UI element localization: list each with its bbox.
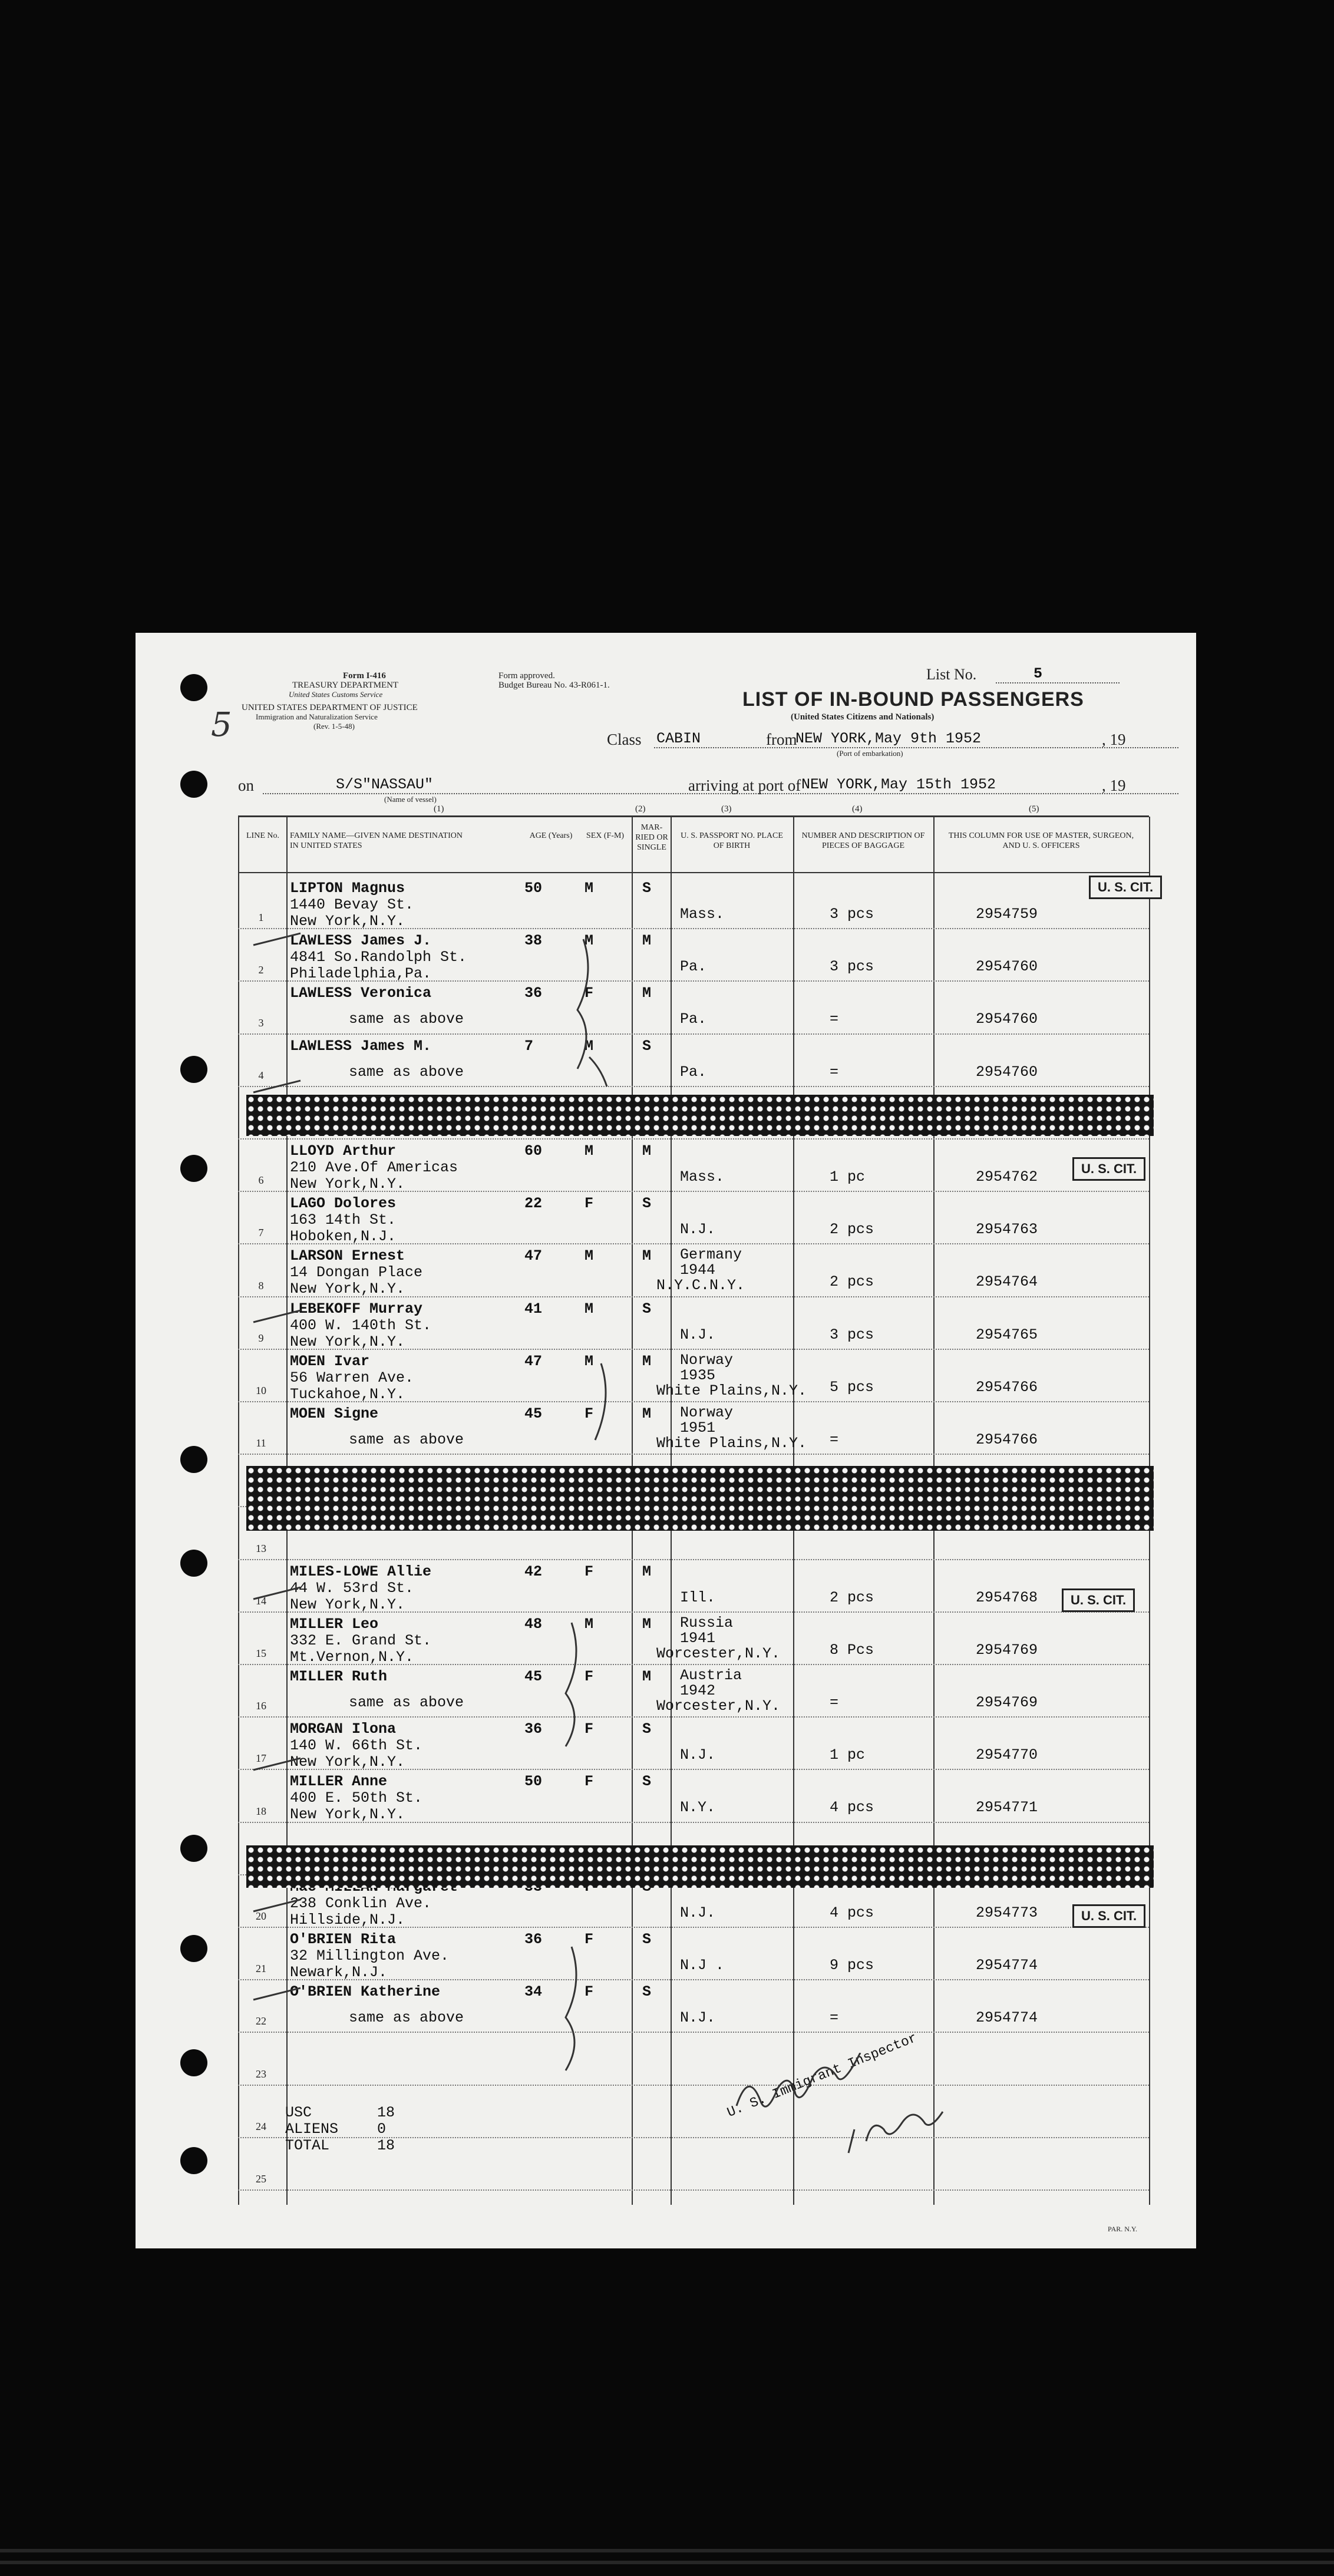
passport-year: 1942 (680, 1682, 716, 1699)
total-usc-label: USC (285, 2104, 312, 2121)
passport-place: N.J . (680, 1957, 725, 1974)
passenger-marital: S (642, 1773, 652, 1791)
baggage-count: 1 pc (830, 1168, 866, 1185)
passport-place: N.J. (680, 1746, 716, 1764)
baggage-count: 8 Pcs (830, 1641, 874, 1659)
passenger-sex: F (585, 1405, 594, 1422)
passenger-age: 50 (524, 880, 543, 897)
passenger-age: 34 (524, 1983, 543, 2001)
passenger-marital: M (642, 985, 652, 1002)
baggage-count: 4 pcs (830, 1904, 874, 1921)
passenger-city: New York,N.Y. (290, 1753, 405, 1771)
passenger-name: MILES-LOWE Allie (290, 1563, 432, 1580)
passenger-city: Hoboken,N.J. (290, 1228, 397, 1246)
officer-number: 2954769 (976, 1694, 1038, 1711)
passenger-marital: M (642, 1247, 652, 1265)
passport-place: N.Y. (680, 1799, 716, 1817)
officer-number: 2954763 (976, 1221, 1038, 1239)
line-number: 21 (256, 1963, 266, 1975)
total-aliens-label: ALIENS (285, 2121, 339, 2138)
passenger-marital: M (642, 1563, 652, 1580)
col-age: AGE (Years) (529, 831, 573, 840)
passport-place: N.J. (680, 1221, 716, 1239)
passenger-city: Philadelphia,Pa. (290, 965, 432, 983)
officer-number: 2954760 (976, 1063, 1038, 1081)
passenger-name: MOEN Ivar (290, 1352, 370, 1370)
col-number-5: (5) (1029, 804, 1039, 814)
line-number: 10 (256, 1385, 266, 1396)
passport-city: Worcester,N.Y. (656, 1644, 781, 1662)
baggage-count: 9 pcs (830, 1957, 874, 1974)
passenger-address: 14 Dongan Place (290, 1264, 423, 1282)
officer-number: 2954773 (976, 1904, 1038, 1921)
baggage-count: = (830, 1063, 839, 1081)
passenger-city: Newark,N.J. (290, 1964, 388, 1981)
officer-number: 2954769 (976, 1641, 1038, 1659)
passenger-marital: M (642, 1615, 652, 1633)
passenger-marital: S (642, 1931, 652, 1948)
passenger-age: 50 (524, 1773, 543, 1791)
arriving-value: NEW YORK,May 15th 1952 (801, 776, 996, 793)
passport-place: Pa. (680, 1063, 707, 1081)
line-number: 4 (258, 1069, 264, 1081)
baggage-count: 4 pcs (830, 1799, 874, 1817)
passenger-name: MORGAN Ilona (290, 1720, 397, 1738)
line-number: 22 (256, 2015, 266, 2027)
line-number: 2 (258, 964, 264, 976)
passenger-address: 44 W. 53rd St. (290, 1579, 414, 1597)
line-number: 23 (256, 2068, 266, 2080)
passenger-city: New York,N.Y. (290, 1806, 405, 1824)
passport-year: 1951 (680, 1419, 716, 1436)
baggage-count: 1 pc (830, 1746, 866, 1764)
justice-department: UNITED STATES DEPARTMENT OF JUSTICE (242, 703, 418, 712)
line-number: 24 (256, 2120, 266, 2132)
passenger-city: Hillside,N.J. (290, 1911, 405, 1928)
printer-mark: PAR. N.Y. (1108, 2225, 1138, 2233)
line-number: 11 (256, 1437, 266, 1449)
same-as-above: same as above (349, 1431, 464, 1448)
officer-number: 2954765 (976, 1326, 1038, 1343)
passport-place: Germany (680, 1246, 742, 1264)
passport-place: Austria (680, 1667, 742, 1684)
baggage-count: 2 pcs (830, 1273, 874, 1291)
passenger-age: 60 (524, 1142, 543, 1160)
passenger-age: 45 (524, 1405, 543, 1422)
passenger-sex: M (585, 932, 594, 950)
line-number: 15 (256, 1647, 266, 1659)
passenger-sex: F (585, 1668, 594, 1685)
passenger-sex: F (585, 985, 594, 1002)
class-value: CABIN (656, 730, 701, 747)
passenger-sex: M (585, 1037, 594, 1055)
col-officers: THIS COLUMN FOR USE OF MASTER, SURGEON, AND U. S. OFFICERS (948, 831, 1134, 850)
baggage-count: 2 pcs (830, 1221, 874, 1239)
us-citizen-stamp: U. S. CIT. (1072, 1157, 1145, 1181)
us-citizen-stamp: U. S. CIT. (1062, 1588, 1135, 1612)
total-label: TOTAL (285, 2137, 330, 2154)
passenger-marital: S (642, 1983, 652, 2001)
passenger-name: LAWLESS Veronica (290, 985, 432, 1002)
passenger-marital: M (642, 1352, 652, 1370)
col-line-no: LINE No. (246, 831, 279, 840)
passenger-sex: F (585, 1931, 594, 1948)
passenger-age: 36 (524, 1931, 543, 1948)
passenger-city: New York,N.Y. (290, 1333, 405, 1350)
vessel-value: S/S"NASSAU" (336, 776, 434, 793)
line-number: 20 (256, 1910, 266, 1922)
passenger-age: 38 (524, 932, 543, 950)
passport-place: Russia (680, 1614, 734, 1632)
same-as-above: same as above (349, 1063, 464, 1081)
passport-city: N.Y.C.N.Y. (656, 1277, 745, 1294)
col-sex: SEX (F-M) (586, 831, 625, 840)
passenger-sex: F (585, 1720, 594, 1738)
passport-place: Norway (680, 1404, 734, 1421)
treasury-department: TREASURY DEPARTMENT (292, 681, 399, 690)
col-number-4: (4) (852, 804, 863, 814)
passport-place: Pa. (680, 958, 707, 976)
list-no-label: List No. (926, 666, 977, 683)
passport-place: Ill. (680, 1588, 716, 1606)
passenger-name: O'BRIEN Katherine (290, 1983, 441, 2001)
baggage-count: = (830, 1694, 839, 1711)
passenger-age: 7 (524, 1037, 534, 1055)
passenger-address: 210 Ave.Of Americas (290, 1159, 458, 1176)
baggage-count: 2 pcs (830, 1588, 874, 1606)
from-value: NEW YORK,May 9th 1952 (795, 730, 982, 747)
ins-service: Immigration and Naturalization Service (256, 712, 378, 721)
passenger-marital: S (642, 1195, 652, 1213)
manifest-page (136, 633, 1196, 2248)
port-note: (Port of embarkation) (837, 749, 903, 758)
total-usc-value: 18 (377, 2104, 395, 2121)
passport-place: N.J. (680, 2009, 716, 2027)
passport-place: N.J. (680, 1326, 716, 1343)
col-number-1: (1) (434, 804, 444, 814)
passenger-name: MOEN Signe (290, 1405, 379, 1422)
passenger-age: 42 (524, 1563, 543, 1580)
passport-place: Mass. (680, 1168, 725, 1185)
year-suffix-2: , 19 (1102, 777, 1126, 794)
passenger-sex: F (585, 1563, 594, 1580)
passenger-marital: S (642, 1300, 652, 1317)
line-number: 7 (258, 1227, 264, 1239)
passenger-marital: S (642, 1720, 652, 1738)
passport-place: Mass. (680, 906, 725, 923)
class-label: Class (607, 731, 642, 748)
margin-mark: 5 (211, 706, 232, 744)
passenger-age: 22 (524, 1195, 543, 1213)
passenger-name: O'BRIEN Rita (290, 1931, 397, 1948)
baggage-count: 5 pcs (830, 1378, 874, 1396)
passenger-sex: F (585, 1773, 594, 1791)
officer-number: 2954770 (976, 1746, 1038, 1764)
us-citizen-stamp: U. S. CIT. (1089, 876, 1162, 899)
passenger-name: LEBEKOFF Murray (290, 1300, 423, 1317)
passenger-city: New York,N.Y. (290, 1175, 405, 1193)
passenger-address: 32 Millington Ave. (290, 1947, 450, 1964)
officer-number: 2954774 (976, 1957, 1038, 1974)
officer-number: 2954766 (976, 1378, 1038, 1396)
col-married: MAR-RIED OR SINGLE (635, 823, 668, 852)
passenger-address: 400 E. 50th St. (290, 1789, 423, 1807)
passenger-address: 140 W. 66th St. (290, 1737, 423, 1755)
baggage-count: 3 pcs (830, 906, 874, 923)
passenger-marital: S (642, 1037, 652, 1055)
passenger-city: New York,N.Y. (290, 913, 405, 930)
passenger-sex: M (585, 1615, 594, 1633)
passport-place: Pa. (680, 1010, 707, 1028)
col-name: FAMILY NAME—GIVEN NAME DESTINATION IN UNITED STATES (290, 831, 463, 850)
handwritten-brackets (136, 633, 1196, 2248)
passenger-sex: M (585, 1142, 594, 1160)
passenger-name: LAWLESS James M. (290, 1037, 432, 1055)
line-number: 8 (258, 1279, 264, 1292)
form-revision: (Rev. 1-5-48) (313, 722, 355, 731)
passenger-address: 1440 Bevay St. (290, 896, 414, 913)
passport-year: 1935 (680, 1366, 716, 1384)
passport-place: N.J. (680, 1904, 716, 1921)
col-passport: U. S. PASSPORT NO. PLACE OF BIRTH (681, 831, 783, 850)
passport-city: Worcester,N.Y. (656, 1697, 781, 1715)
passenger-marital: S (642, 880, 652, 897)
line-number: 18 (256, 1805, 266, 1817)
passenger-address: 4841 So.Randolph St. (290, 949, 467, 966)
passenger-marital: M (642, 1142, 652, 1160)
passenger-name: LLOYD Arthur (290, 1142, 397, 1160)
passenger-sex: F (585, 1195, 594, 1213)
passenger-name: LAGO Dolores (290, 1195, 397, 1213)
officer-number: 2954766 (976, 1431, 1038, 1448)
passenger-sex: M (585, 1247, 594, 1265)
passenger-address: 56 Warren Ave. (290, 1369, 414, 1386)
passenger-sex: M (585, 880, 594, 897)
budget-number: Budget Bureau No. 43-R061-1. (498, 681, 610, 690)
col-number-3: (3) (721, 804, 732, 814)
passenger-address: 332 E. Grand St. (290, 1632, 432, 1649)
form-title: LIST OF IN-BOUND PASSENGERS (742, 688, 1084, 711)
passenger-age: 36 (524, 1720, 543, 1738)
col-baggage: NUMBER AND DESCRIPTION OF PIECES OF BAGGAGE (801, 831, 925, 850)
passenger-city: New York,N.Y. (290, 1280, 405, 1298)
passenger-age: 36 (524, 985, 543, 1002)
officer-number: 2954768 (976, 1588, 1038, 1606)
baggage-count: 3 pcs (830, 958, 874, 976)
passenger-name: MILLER Anne (290, 1773, 388, 1791)
arriving-label: arriving at port of (688, 777, 801, 794)
passenger-address: 238 Conklin Ave. (290, 1894, 432, 1912)
passenger-name: MILLER Leo (290, 1615, 379, 1633)
total-value: 18 (377, 2137, 395, 2154)
passenger-name: LIPTON Magnus (290, 880, 405, 897)
passenger-age: 48 (524, 1615, 543, 1633)
line-number: 6 (258, 1174, 264, 1187)
passport-city: White Plains,N.Y. (656, 1382, 807, 1399)
inspector-stamp: U. S. Immigrant Inspector (725, 2030, 920, 2121)
passenger-city: New York,N.Y. (290, 1596, 405, 1613)
same-as-above: same as above (349, 1694, 464, 1711)
form-subtitle: (United States Citizens and Nationals) (791, 712, 935, 722)
baggage-count: = (830, 2009, 839, 2027)
inspector-signature (731, 2053, 978, 2171)
officer-number: 2954771 (976, 1799, 1038, 1817)
passenger-sex: M (585, 1352, 594, 1370)
line-number: 13 (256, 1542, 266, 1554)
passenger-city: Mt.Vernon,N.Y. (290, 1648, 414, 1666)
baggage-count: = (830, 1010, 839, 1028)
same-as-above: same as above (349, 2009, 464, 2027)
total-aliens-value: 0 (377, 2121, 387, 2138)
passenger-sex: F (585, 1983, 594, 2001)
vessel-note: (Name of vessel) (384, 795, 437, 804)
form-approved: Form approved. (498, 671, 555, 681)
list-no-value: 5 (1033, 665, 1043, 682)
us-citizen-stamp: U. S. CIT. (1072, 1904, 1145, 1928)
customs-service: United States Customs Service (289, 690, 383, 699)
passenger-marital: M (642, 1668, 652, 1685)
from-label: from (766, 731, 797, 748)
passenger-name: LAWLESS James J. (290, 932, 432, 950)
passenger-city: Tuckahoe,N.Y. (290, 1385, 405, 1403)
passenger-age: 41 (524, 1300, 543, 1317)
col-number-2: (2) (635, 804, 646, 814)
passenger-address: 400 W. 140th St. (290, 1316, 432, 1334)
officer-number: 2954760 (976, 1010, 1038, 1028)
passenger-name: LARSON Ernest (290, 1247, 405, 1265)
line-number: 3 (258, 1016, 264, 1029)
same-as-above: same as above (349, 1010, 464, 1028)
passenger-age: 47 (524, 1247, 543, 1265)
passenger-marital: M (642, 1405, 652, 1422)
on-label: on (238, 777, 254, 794)
line-number: 9 (258, 1332, 264, 1344)
line-number: 17 (256, 1752, 266, 1765)
officer-number: 2954759 (976, 906, 1038, 923)
passenger-address: 163 14th St. (290, 1211, 397, 1229)
year-suffix: , 19 (1102, 731, 1126, 748)
form-number: Form I-416 (343, 671, 386, 681)
line-number: 1 (258, 911, 264, 924)
passport-year: 1944 (680, 1261, 716, 1279)
passenger-name: MILLER Ruth (290, 1668, 388, 1685)
passenger-age: 47 (524, 1352, 543, 1370)
line-number: 16 (256, 1700, 266, 1712)
passport-place: Norway (680, 1351, 734, 1369)
passenger-age: 45 (524, 1668, 543, 1685)
officer-number: 2954760 (976, 958, 1038, 976)
passenger-marital: M (642, 932, 652, 950)
baggage-count: 3 pcs (830, 1326, 874, 1343)
baggage-count: = (830, 1431, 839, 1448)
line-number: 14 (256, 1594, 266, 1607)
passenger-sex: M (585, 1300, 594, 1317)
officer-number: 2954774 (976, 2009, 1038, 2027)
officer-number: 2954762 (976, 1168, 1038, 1185)
officer-number: 2954764 (976, 1273, 1038, 1291)
passport-city: White Plains,N.Y. (656, 1435, 807, 1452)
line-number: 25 (256, 2173, 266, 2185)
passport-year: 1941 (680, 1629, 716, 1647)
